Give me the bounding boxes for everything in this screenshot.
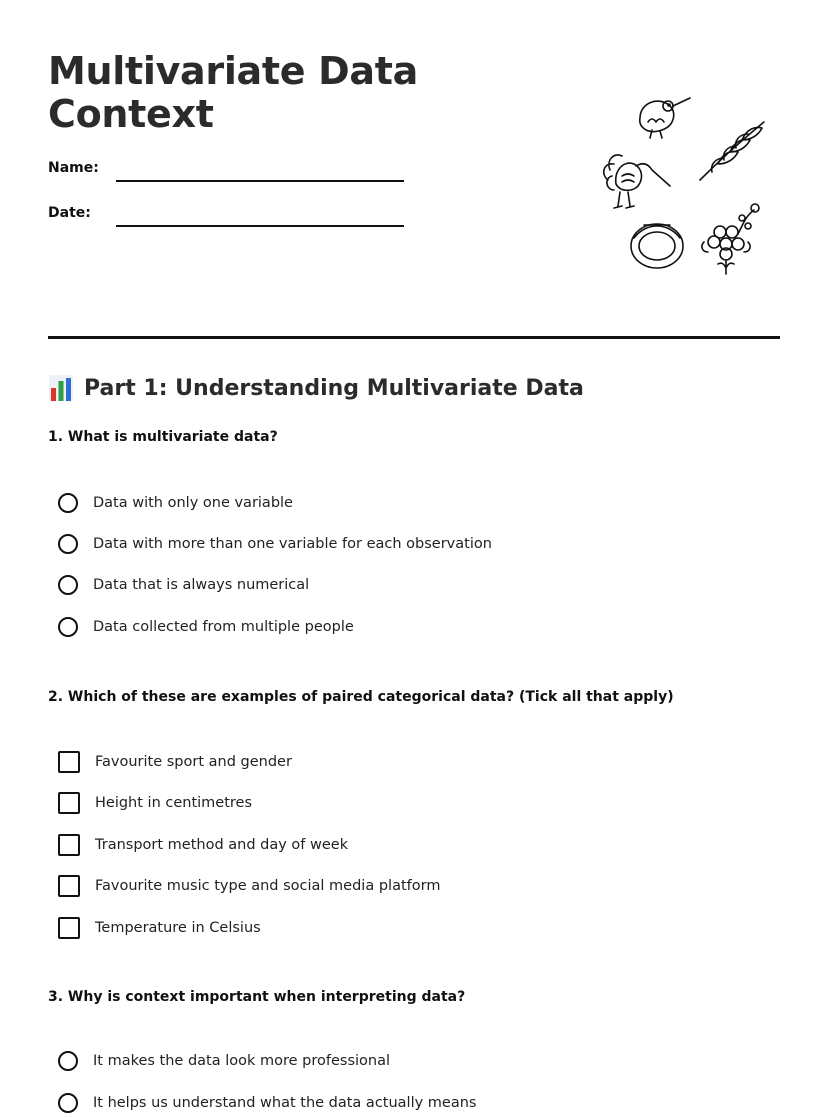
option-label: Data that is always numerical — [93, 577, 310, 593]
part1-title: Part 1: Understanding Multivariate Data — [84, 375, 584, 401]
question-3: 3. Why is context important when interpreting data? — [48, 989, 466, 1005]
radio-button[interactable] — [58, 1093, 78, 1113]
flower-icon — [702, 204, 759, 274]
kiwi-bird-icon — [640, 98, 690, 138]
radio-button[interactable] — [58, 575, 78, 595]
question-2: 2. Which of these are examples of paired categorical data? (Tick all that apply) — [48, 689, 674, 705]
date-field[interactable] — [116, 225, 404, 227]
checkbox[interactable] — [58, 875, 80, 897]
q1-option-4[interactable] — [58, 614, 354, 640]
option-label: Data collected from multiple people — [93, 619, 354, 635]
option-label: Data with more than one variable for each observation — [93, 536, 492, 552]
option-label: Data with only one variable — [93, 495, 293, 511]
option-label: It helps us understand what the data actually means — [93, 1095, 477, 1111]
name-field[interactable] — [116, 180, 404, 182]
option-label: Favourite sport and gender — [95, 754, 292, 770]
worksheet-page — [48, 0, 780, 1118]
turkey-bird-icon — [604, 155, 670, 208]
option-label: Transport method and day of week — [95, 837, 349, 853]
q3-option-2[interactable] — [58, 1090, 476, 1116]
name-label: Name: — [48, 160, 99, 176]
q1-option-2[interactable] — [58, 531, 492, 557]
nz-illustration — [558, 92, 768, 278]
q2-option-3[interactable] — [58, 832, 348, 858]
section-divider — [48, 336, 780, 339]
q2-option-4[interactable] — [58, 873, 440, 899]
question-1: 1. What is multivariate data? — [48, 429, 278, 445]
checkbox[interactable] — [58, 917, 80, 939]
q2-option-5[interactable] — [58, 915, 261, 941]
rugby-ball-icon — [631, 224, 683, 268]
part1-heading — [48, 374, 584, 402]
q3-option-1[interactable] — [58, 1048, 390, 1074]
q1-option-3[interactable] — [58, 572, 309, 598]
radio-button[interactable] — [58, 617, 78, 637]
option-label: Height in centimetres — [95, 795, 253, 811]
q2-option-1[interactable] — [58, 749, 292, 775]
radio-button[interactable] — [58, 493, 78, 513]
bar-chart-icon — [48, 374, 74, 402]
q2-option-2[interactable] — [58, 790, 252, 816]
radio-button[interactable] — [58, 1051, 78, 1071]
checkbox[interactable] — [58, 834, 80, 856]
option-label: Favourite music type and social media platform — [95, 878, 441, 894]
fern-leaf-icon — [700, 122, 764, 180]
q1-option-1[interactable] — [58, 490, 293, 516]
radio-button[interactable] — [58, 534, 78, 554]
page-title: Multivariate Data Context — [48, 49, 418, 136]
date-label: Date: — [48, 205, 91, 221]
checkbox[interactable] — [58, 751, 80, 773]
option-label: It makes the data look more professional — [93, 1053, 391, 1069]
option-label: Temperature in Celsius — [95, 920, 261, 936]
checkbox[interactable] — [58, 792, 80, 814]
